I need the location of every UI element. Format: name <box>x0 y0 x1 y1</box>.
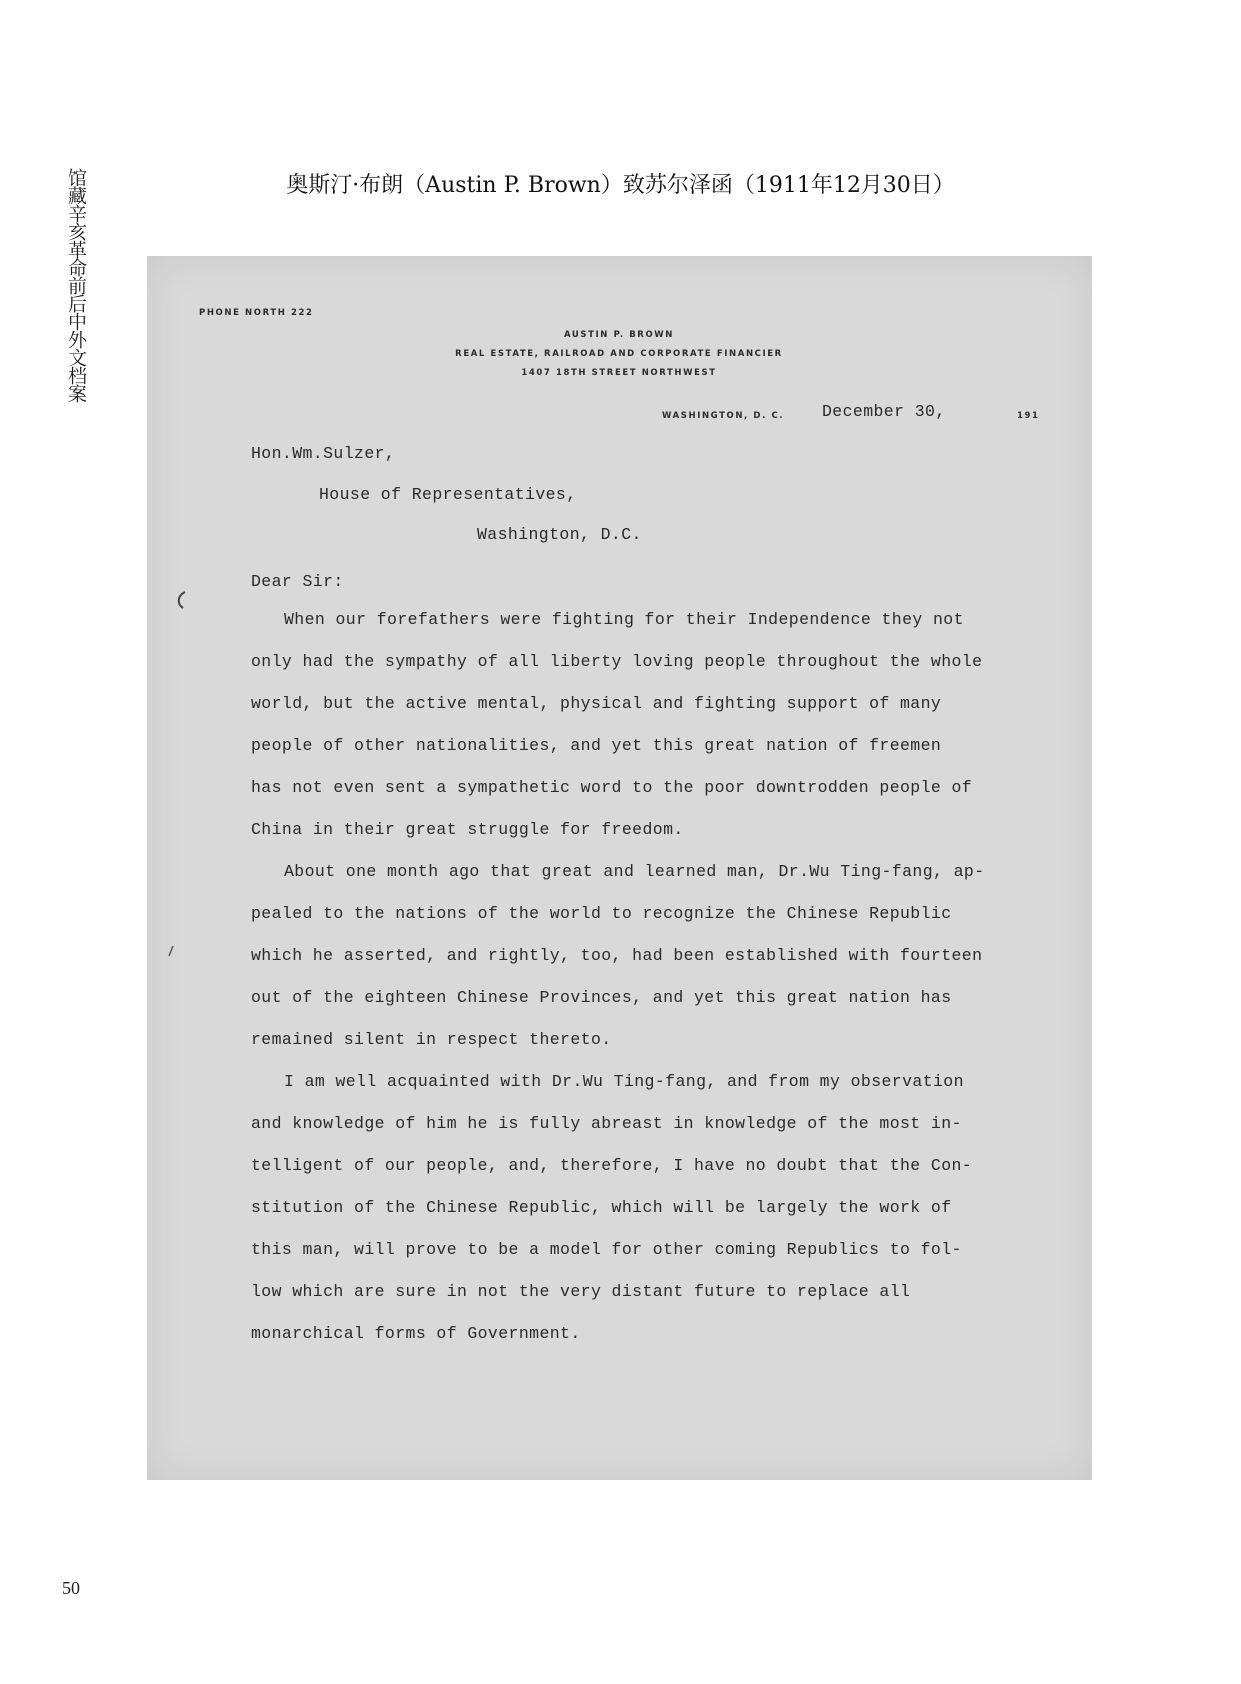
body-line: When our forefathers were fighting for their Independence they not <box>284 610 964 629</box>
letterhead-phone: PHONE NORTH 222 <box>199 308 314 318</box>
body-line: pealed to the nations of the world to recognize the Chinese Republic <box>251 904 952 923</box>
letterhead-name: AUSTIN P. BROWN <box>564 330 674 340</box>
body-line: world, but the active mental, physical and fighting support of many <box>251 694 942 713</box>
body-line: this man, will prove to be a model for other coming Republics to fol- <box>251 1240 962 1259</box>
letter-date: December 30, <box>822 402 946 421</box>
body-line: people of other nationalities, and yet this great nation of freemen <box>251 736 942 755</box>
body-line: out of the eighteen Chinese Provinces, and yet this great nation has <box>251 988 952 1007</box>
page-number: 50 <box>62 1578 80 1598</box>
addressee-name: Hon.Wm.Sulzer, <box>251 444 396 463</box>
letterhead-business: REAL ESTATE, RAILROAD AND CORPORATE FINANCIER <box>455 349 783 359</box>
letterhead-city: WASHINGTON, D. C. <box>662 411 785 421</box>
addressee-organization: House of Representatives, <box>319 485 577 504</box>
body-line: stitution of the Chinese Republic, which will be largely the work of <box>251 1198 952 1217</box>
body-line: and knowledge of him he is fully abreast in knowledge of the most in- <box>251 1114 962 1133</box>
body-line: monarchical forms of Government. <box>251 1324 581 1343</box>
letterhead-address: 1407 18TH STREET NORTHWEST <box>521 368 717 378</box>
body-line: remained silent in respect thereto. <box>251 1030 612 1049</box>
margin-mark <box>173 590 193 612</box>
letter-scan <box>147 256 1092 1480</box>
body-line: China in their great struggle for freedom. <box>251 820 684 839</box>
body-line: I am well acquainted with Dr.Wu Ting-fang, and from my observation <box>284 1072 964 1091</box>
body-line: only had the sympathy of all liberty loving people throughout the whole <box>251 652 983 671</box>
salutation: Dear Sir: <box>251 572 344 591</box>
body-line: which he asserted, and rightly, too, had been established with fourteen <box>251 946 983 965</box>
letterhead-year-prefix: 191 <box>1017 411 1040 421</box>
letter-body <box>251 599 1071 1355</box>
body-line: About one month ago that great and learned man, Dr.Wu Ting-fang, ap- <box>284 862 985 881</box>
body-line: telligent of our people, and, therefore, I have no doubt that the Con- <box>251 1156 973 1175</box>
margin-mark <box>165 944 177 958</box>
document-caption: 奥斯汀·布朗（Austin P. Brown）致苏尔泽函（1911年12月30日） <box>286 173 955 198</box>
body-line: low which are sure in not the very distant future to replace all <box>251 1282 911 1301</box>
addressee-city: Washington, D.C. <box>477 525 642 544</box>
body-line: has not even sent a sympathetic word to the poor downtrodden people of <box>251 778 973 797</box>
book-series-title: 馆藏辛亥革命前后中外文档案 <box>65 168 87 402</box>
